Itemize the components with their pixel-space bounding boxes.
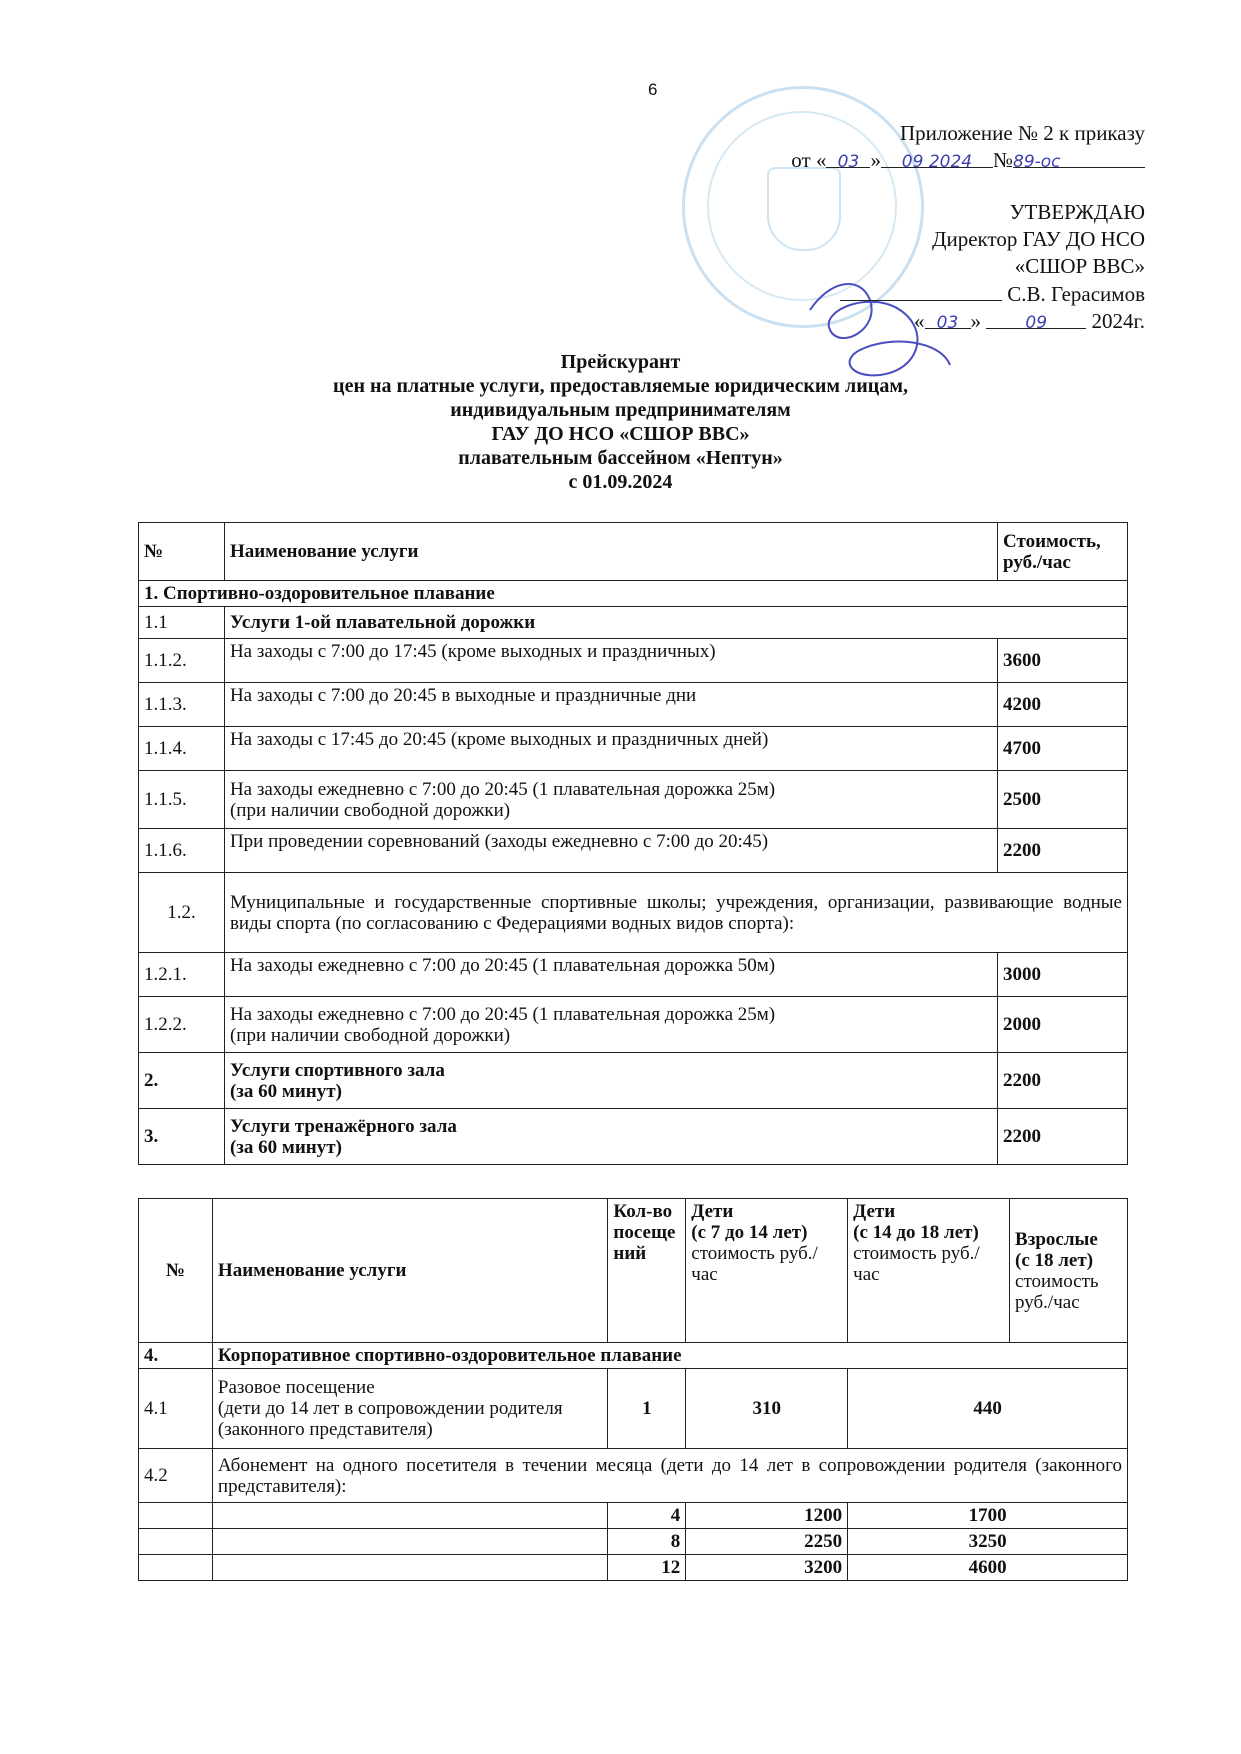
approve-label: УТВЕРЖДАЮ xyxy=(1009,200,1145,224)
table-row: 1.1 Услуги 1-ой плавательной дорожки xyxy=(139,607,1128,639)
page-number: 6 xyxy=(648,80,658,99)
price-table-corporate xyxy=(138,1198,1128,1581)
order-date-line: от « 03 » 09 2024 №89-ос xyxy=(791,147,1145,174)
header-block xyxy=(791,120,1145,335)
table-header-row: № Наименование услуги Стоимость, руб./час xyxy=(139,523,1128,581)
director-position: Директор ГАУ ДО НСО xyxy=(932,227,1145,251)
order-month-handwritten: 09 2024 xyxy=(901,152,973,172)
table-row: 2. Услуги спортивного зала (за 60 минут) 2200 xyxy=(139,1053,1128,1109)
table-row: 4.1 Разовое посещение (дети до 14 лет в сопровождении родителя (законного представителя) 1 310 440 xyxy=(139,1369,1128,1449)
section-row: 1. Спортивно-оздоровительное плавание xyxy=(139,581,1128,607)
table-row: 1.1.5. На заходы ежедневно с 7:00 до 20:45 (1 плавательная дорожка 25м) (при наличии свободной дорожки) 2500 xyxy=(139,771,1128,829)
table-row: 4 1200 1700 xyxy=(139,1503,1128,1529)
price-table-services xyxy=(138,522,1128,1165)
table-row: 1.2.1. На заходы ежедневно с 7:00 до 20:45 (1 плавательная дорожка 50м) 3000 xyxy=(139,953,1128,997)
table-row: 1.1.2. На заходы с 7:00 до 17:45 (кроме выходных и праздничных) 3600 xyxy=(139,639,1128,683)
table-row: 3. Услуги тренажёрного зала (за 60 минут) 2200 xyxy=(139,1109,1128,1165)
table-row: 1.2. Муниципальные и государственные спортивные школы; учреждения, организации, развивающие водные виды спорта (по согласованию с Федерациями водных видов спорта): xyxy=(139,873,1128,953)
organization-name: «СШОР ВВС» xyxy=(1014,254,1145,278)
approval-day-handwritten: 03 xyxy=(936,313,959,333)
section-row: 4. Корпоративное спортивно-оздоровительное плавание xyxy=(139,1343,1128,1369)
table-row: 1.1.4. На заходы с 17:45 до 20:45 (кроме выходных и праздничных дней) 4700 xyxy=(139,727,1128,771)
approval-block xyxy=(791,199,1145,335)
table-row: 12 3200 4600 xyxy=(139,1555,1128,1581)
document-title: Прейскурант цен на платные услуги, предоставляемые юридическим лицам, индивидуальным предпринимателям ГАУ ДО НСО «СШОР ВВС» плавательным бассейном «Нептун» с 01.09.2024 xyxy=(333,351,908,493)
approval-date-line: « 03 » 09 2024г. xyxy=(914,309,1145,333)
director-signature-line xyxy=(791,280,1145,308)
director-name: С.В. Герасимов xyxy=(1007,282,1145,306)
table-header-row: № Наименование услуги Кол-во посещений Дети (с 7 до 14 лет) стоимость руб./час Дети (с 14 до 18 лет) стоимость руб./час Взрослые (с 18 лет) стоимость руб./час xyxy=(139,1199,1128,1343)
table-row: 8 2250 3250 xyxy=(139,1529,1128,1555)
appendix-line: Приложение № 2 к приказу xyxy=(900,121,1145,145)
order-number-handwritten: 89-ос xyxy=(1013,152,1061,172)
order-day-handwritten: 03 xyxy=(837,152,860,172)
approval-month-handwritten: 09 xyxy=(1025,313,1048,333)
table-row: 1.2.2. На заходы ежедневно с 7:00 до 20:45 (1 плавательная дорожка 25м) (при наличии свободной дорожки) 2000 xyxy=(139,997,1128,1053)
table-row: 1.1.3. На заходы с 7:00 до 20:45 в выходные и праздничные дни 4200 xyxy=(139,683,1128,727)
table-row: 1.1.6. При проведении соревнований (заходы ежедневно с 7:00 до 20:45) 2200 xyxy=(139,829,1128,873)
table-row: 4.2 Абонемент на одного посетителя в течении месяца (дети до 14 лет в сопровождении родителя (законного представителя): xyxy=(139,1449,1128,1503)
